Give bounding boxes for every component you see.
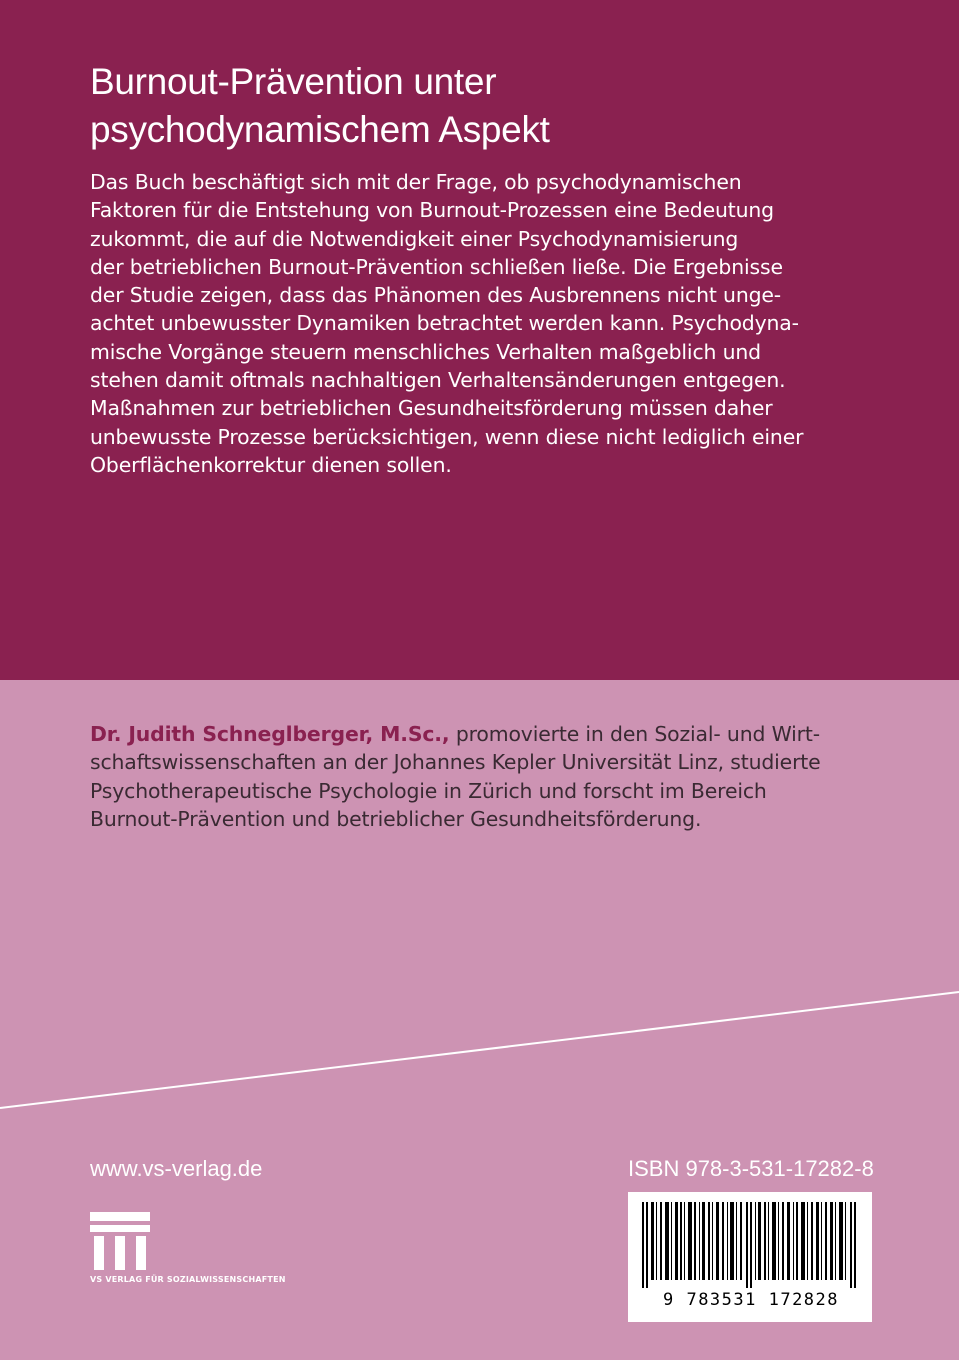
- book-title: [90, 58, 890, 154]
- author-bio-line-3: Psychotherapeutische Psychologie in Zürich und forscht im Bereich: [90, 778, 767, 803]
- description-line: stehen damit oftmals nachhaltigen Verhaltensänderungen entgegen.: [90, 368, 786, 393]
- description-line: der Studie zeigen, dass das Phänomen des Ausbrennens nicht unge-: [90, 283, 781, 308]
- description-line: unbewusste Prozesse berücksichtigen, wenn diese nicht lediglich einer: [90, 424, 804, 449]
- publisher-logo-icon: [90, 1212, 154, 1270]
- description-line: achtet unbewusster Dynamiken betrachtet werden kann. Psychodyna-: [90, 311, 799, 336]
- author-name: Dr. Judith Schneglberger, M.Sc.,: [90, 722, 450, 746]
- barcode-digits: 9 783531 172828: [662, 1290, 840, 1310]
- publisher-website: www.vs-verlag.de: [90, 1156, 263, 1181]
- description-line: mische Vorgänge steuern menschliches Verhalten maßgeblich und: [90, 339, 761, 364]
- description-line: Maßnahmen zur betrieblichen Gesundheitsförderung müssen daher: [90, 396, 773, 421]
- barcode: [628, 1192, 872, 1322]
- author-bio: [90, 720, 870, 833]
- book-description: [90, 168, 850, 479]
- description-line: Faktoren für die Entstehung von Burnout-Prozessen eine Bedeutung: [90, 198, 774, 223]
- barcode-bars-icon: [642, 1202, 858, 1288]
- description-line: der betrieblichen Burnout-Prävention schließen ließe. Die Ergebnisse: [90, 254, 783, 279]
- publisher-name: VS VERLAG FÜR SOZIALWISSENSCHAFTEN: [90, 1275, 286, 1284]
- diagonal-divider-line: [0, 960, 959, 1120]
- author-bio-line-4: Burnout-Prävention und betrieblicher Gesundheitsförderung.: [90, 806, 702, 831]
- book-title-line-2: psychodynamischem Aspekt: [90, 109, 550, 150]
- description-line: Das Buch beschäftigt sich mit der Frage, ob psychodynamischen: [90, 170, 742, 194]
- isbn-number: ISBN 978-3-531-17282-8: [628, 1156, 874, 1181]
- author-bio-line-1-rest: promovierte in den Sozial- und Wirt-: [449, 722, 820, 746]
- author-bio-line-1: [90, 720, 870, 748]
- book-title-line-1: Burnout-Prävention unter: [90, 61, 497, 102]
- author-bio-line-2: schaftswissenschaften an der Johannes Kepler Universität Linz, studierte: [90, 750, 821, 775]
- description-line: zukommt, die auf die Notwendigkeit einer Psychodynamisierung: [90, 226, 739, 251]
- description-line: Oberflächenkorrektur dienen sollen.: [90, 452, 452, 477]
